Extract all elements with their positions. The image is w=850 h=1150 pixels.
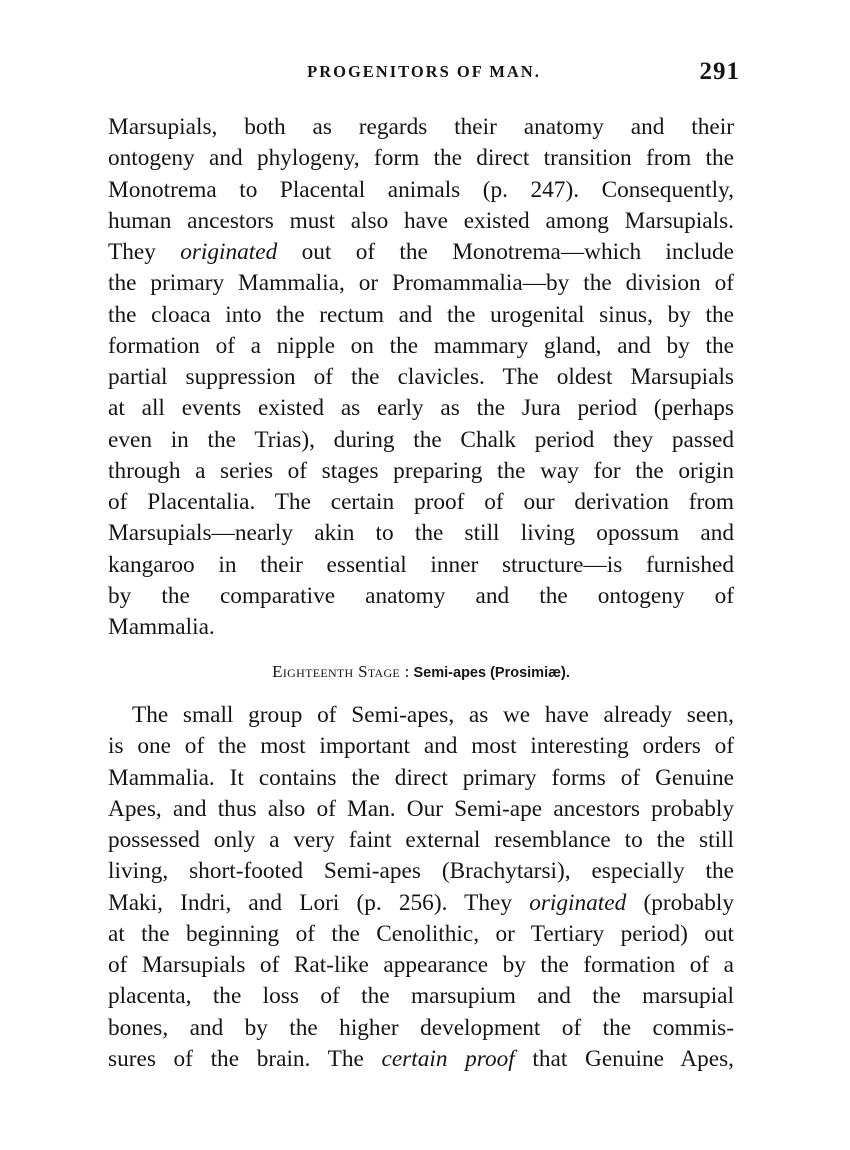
text-line: Mammalia. It contains the direct primary forms of Genuine — [108, 764, 734, 791]
running-head: PROGENITORS OF MAN. — [307, 62, 541, 81]
text-span: They — [108, 239, 156, 265]
paragraph-2 — [108, 700, 734, 1075]
text-span: sures of the brain. The — [108, 1045, 364, 1072]
text-line: bones, and by the higher development of the commis- — [108, 1014, 734, 1041]
stage-label: Eighteenth Stage : — [272, 662, 410, 681]
text-line: Marsupials—nearly akin to the still living opossum and — [108, 520, 734, 547]
paragraph-1 — [108, 112, 734, 643]
text-span: (probably — [643, 889, 735, 916]
text-line: is one of the most important and most interesting orders of — [108, 733, 734, 760]
text-line: The small group of Semi-apes, as we have already seen, — [132, 702, 734, 728]
text-line: formation of a nipple on the mammary gland, and by the — [108, 332, 734, 359]
page-number: 291 — [699, 58, 740, 85]
text-line: of Marsupials of Rat-like appearance by the formation of a — [108, 952, 734, 978]
text-line: at the beginning of the Cenolithic, or Tertiary period) out — [108, 920, 734, 947]
text-line: the cloaca into the rectum and the urogenital sinus, by the — [108, 301, 734, 328]
text-line: through a series of stages preparing the way for the origin — [108, 457, 734, 484]
text-line: of Placentalia. The certain proof of our derivation from — [108, 489, 734, 515]
text-line: living, short-footed Semi-apes (Brachytarsi), especially the — [108, 858, 734, 885]
text-line: even in the Trias), during the Chalk period they passed — [108, 426, 734, 453]
text-span: out of the Monotrema—which include — [301, 239, 735, 265]
text-line: the primary Mammalia, or Promammalia—by the division of — [108, 270, 734, 297]
text-span: that Genuine Apes, — [532, 1045, 734, 1072]
text-line: Mammalia. — [108, 614, 215, 640]
text-line: kangaroo in their essential inner structure—is furnished — [108, 551, 734, 578]
text-line: ontogeny and phylogeny, form the direct transition from the — [108, 145, 734, 172]
italic-emphasis: certain proof — [381, 1045, 515, 1072]
text-line: human ancestors must also have existed among Marsupials. — [108, 207, 734, 234]
text-line — [108, 888, 734, 919]
text-line: at all events existed as early as the Jura period (perhaps — [108, 395, 734, 422]
text-line — [108, 237, 734, 268]
text-line: Marsupials, both as regards their anatomy and their — [108, 114, 734, 140]
italic-emphasis: originated — [529, 889, 627, 916]
italic-emphasis: originated — [180, 239, 278, 265]
text-line: Apes, and thus also of Man. Our Semi-ape ancestors probably — [108, 795, 734, 822]
stage-title: Semi-apes (Prosimiæ). — [413, 665, 570, 681]
text-line: possessed only a very faint external resemblance to the still — [108, 827, 734, 853]
text-span: Maki, Indri, and Lori (p. 256). They — [108, 889, 513, 916]
page-header — [108, 58, 740, 92]
section-heading — [108, 661, 734, 684]
text-line — [108, 1044, 734, 1075]
text-line: by the comparative anatomy and the ontogeny of — [108, 582, 734, 609]
text-line: placenta, the loss of the marsupium and the marsupial — [108, 983, 734, 1010]
text-line: Monotrema to Placental animals (p. 247). Consequently, — [108, 176, 734, 203]
text-line: partial suppression of the clavicles. The oldest Marsupials — [108, 364, 734, 390]
